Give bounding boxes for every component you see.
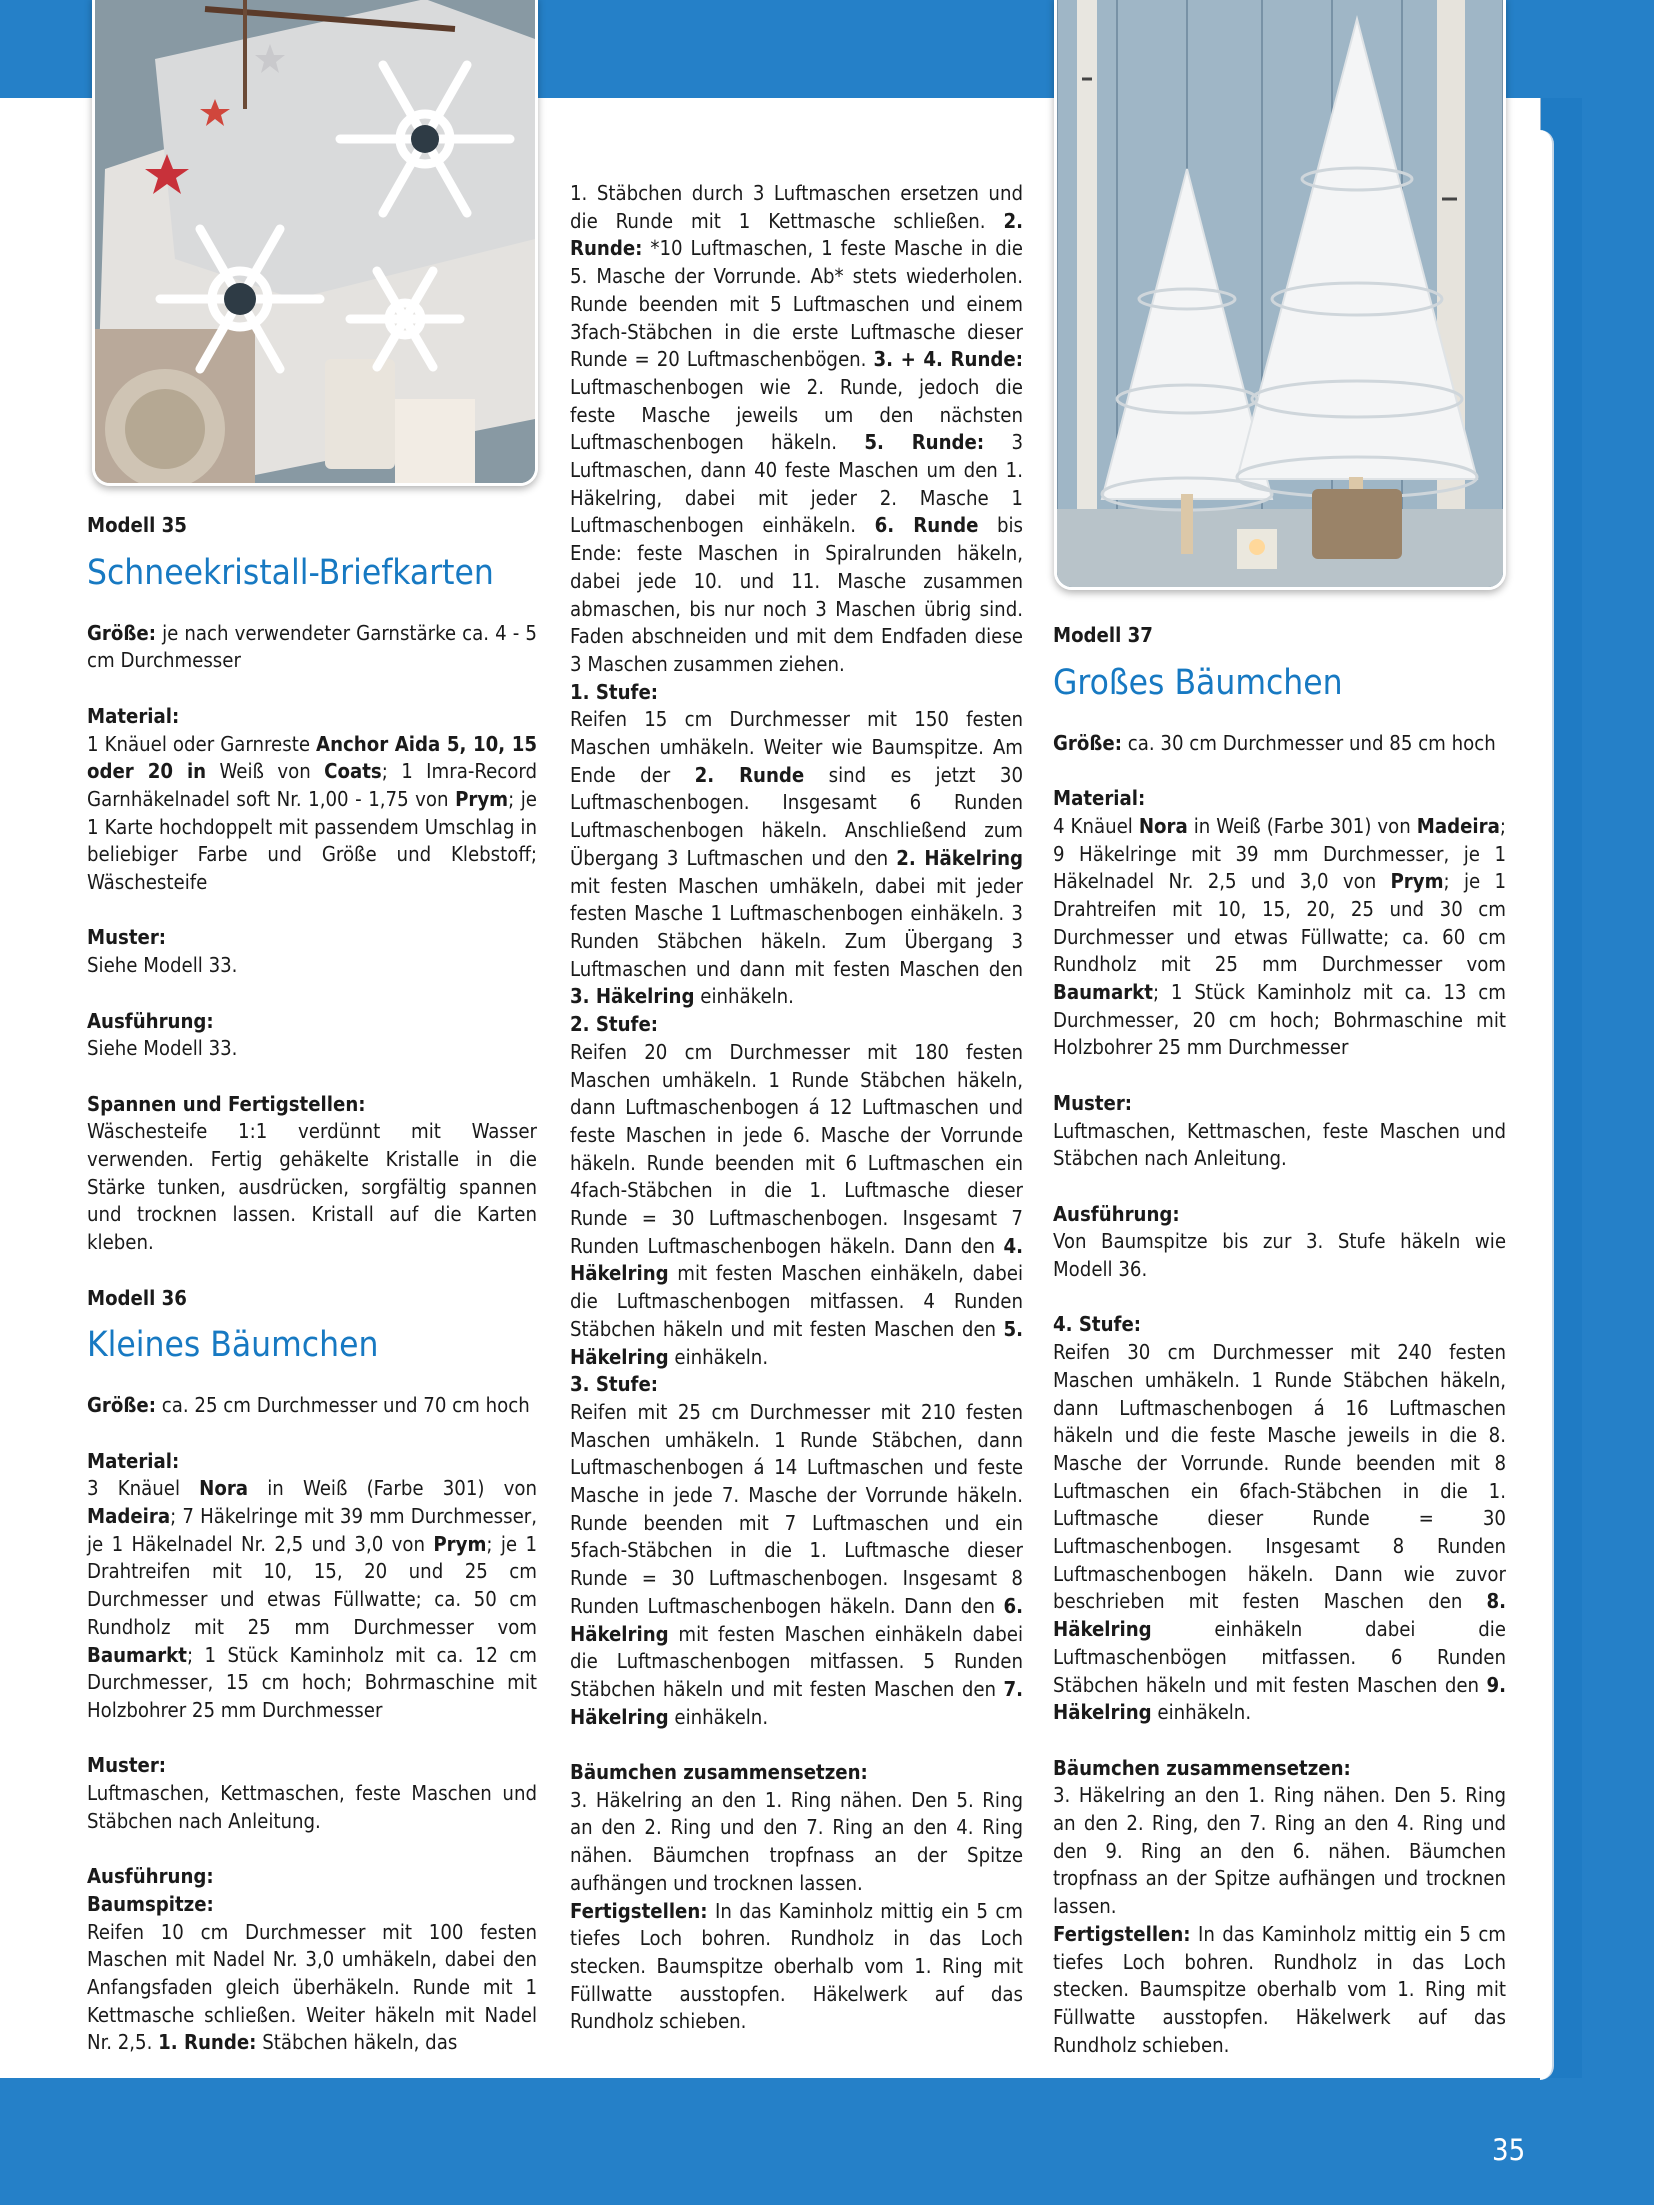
muster-heading: Muster: xyxy=(1053,1090,1133,1115)
crochet-trees-photo xyxy=(1054,0,1506,590)
snowflake-cards-photo xyxy=(92,0,538,486)
model-37-zusammensetzen: 3. Häkelring an den 1. Ring nähen. Den 5. Ring an den 2. Ring, den 7. Ring an den 4. Ring und den 9. Ring an den 6. nähen. Bäumchen tropfnass an der Spitze aufhängen und trocknen lassen. xyxy=(1053,1783,1506,1919)
model-36-stufe-2: Reifen 20 cm Durchmesser mit 180 festen Maschen umhäkeln. 1 Runde Stäbchen häkeln, dann Luftmaschenbogen á 12 Luftmaschen und feste Maschen in jede 6. Masche der Vorrunde häkeln. Runde beenden mit 6 Luftmaschen ein 4fach-Stäbchen in die 1. Luftmasche dieser Runde = 30 Luftmaschenbogen. Insgesamt 7 Runden Luftmaschenbogen häkeln. Dann den 4. Häkelring mit festen Maschen einhäkeln, dabei die Luftmaschenbogen mitfassen. 4 Runden Stäbchen häkeln und mit festen Maschen den 5. Häkelring einhäkeln. xyxy=(570,1039,1023,1369)
model-36-baumspitze-part1: Reifen 10 cm Durchmesser mit 100 festen Maschen mit Nadel Nr. 3,0 umhäkeln, dabei den Anfangsfaden gleich überhäkeln. Runde mit 1 Kettmasche schließen. Weiter häkeln mit Nadel Nr. 2,5. 1. Runde: Stäbchen häkeln, das xyxy=(87,1919,537,2055)
model-37-stufe-4: Reifen 30 cm Durchmesser mit 240 festen Maschen umhäkeln. 1 Runde Stäbchen häkeln, dann Luftmaschenbogen á 16 Luftmaschen häkeln und die feste Masche jeweils in die 8. Masche der Vorrunde. Runde beenden mit 8 Luftmaschen ein 6fach-Stäbchen in die 1. Luftmasche dieser Runde = 30 Luftmaschenbogen. Insgesamt 8 Runden Luftmaschenbogen häkeln. Dann wie zuvor beschrieben mit festen Maschen den 8. Häkelring einhäkeln dabei die Luftmaschenbögen mitfassen. 6 Runden Stäbchen häkeln und mit festen Maschen den 9. Häkelring einhäkeln. xyxy=(1053,1340,1506,1725)
model-36-muster: Luftmaschen, Kettmaschen, feste Maschen und Stäbchen nach Anleitung. xyxy=(87,1781,537,1833)
model-35-ausfuehrung: Siehe Modell 33. xyxy=(87,1036,238,1061)
bottom-blue-bar xyxy=(0,2078,1654,2205)
model-36-zusammensetzen: 3. Häkelring an den 1. Ring nähen. Den 5. Ring an den 2. Ring und den 7. Ring an den 4. Ring nähen. Bäumchen tropfnass an der Spitze aufhängen und trocknen lassen. xyxy=(570,1787,1023,1895)
size-text: je nach verwendeter Garnstärke ca. 4 - 5 cm Durchmesser xyxy=(87,620,537,673)
page-number: 35 xyxy=(1492,2133,1526,2167)
model-37-size: Größe: ca. 30 cm Durchmesser und 85 cm hoch xyxy=(1053,730,1496,755)
stufe-1-heading: 1. Stufe: xyxy=(570,679,659,704)
model-37-material: 4 Knäuel Nora in Weiß (Farbe 301) von Madeira; 9 Häkelringe mit 39 mm Durchmesser, je 1 Häkelnadel Nr. 2,5 und 3,0 von Prym; je 1 Drahtreifen mit 10, 15, 20, 25 und 30 cm Durchmesser und etwas Füllwatte; ca. 60 cm Rundholz mit 25 mm Durchmesser vom Baumarkt; 1 Stück Kaminholz mit ca. 13 cm Durchmesser, 20 cm hoch; Bohrmaschine mit Holzbohrer 25 mm Durchmesser xyxy=(1053,813,1506,1060)
model-36-material: 3 Knäuel Nora in Weiß (Farbe 301) von Madeira; 7 Häkelringe mit 39 mm Durchmesser, je 1 Häkelnadel Nr. 2,5 und 3,0 von Prym; je 1 Drahtreifen mit 10, 15, 20 und 25 cm Durchmesser und etwas Füllwatte; ca. 50 cm Rundholz mit 25 mm Durchmesser vom Baumarkt; 1 Stück Kaminholz mit ca. 12 cm Durchmesser, 15 cm hoch; Bohrmaschine mit Holzbohrer 25 mm Durchmesser xyxy=(87,1476,538,1722)
panel-edge xyxy=(1540,130,1554,2080)
ausfuehrung-heading: Ausführung: xyxy=(87,1864,214,1889)
model-36-size: Größe: ca. 25 cm Durchmesser und 70 cm hoch xyxy=(87,1393,530,1418)
model-36-stufe-3: Reifen mit 25 cm Durchmesser mit 210 festen Maschen umhäkeln. 1 Runde Stäbchen, dann Luftmaschenbogen á 14 Luftmaschen und feste Masche in jede 7. Masche der Vorrunde häkeln. Runde beenden mit 7 Luftmaschen und ein 5fach-Stäbchen in die 1. Luftmasche dieser Runde = 30 Luftmaschenbogen. Insgesamt 8 Runden Luftmaschenbogen häkeln. Dann den 6. Häkelring mit festen Maschen einhäkeln dabei die Luftmaschenbogen mitfassen. 5 Runden Stäbchen häkeln und mit festen Maschen den 7. Häkelring einhäkeln. xyxy=(570,1399,1023,1729)
model-37-label: Modell 37 xyxy=(1053,623,1153,647)
model-36-baumspitze-part2: 1. Stäbchen durch 3 Luftmaschen ersetzen und die Runde mit 1 Kettmasche schließen. 2. Runde: *10 Luftmaschen, 1 feste Masche in die 5. Masche der Vorrunde. Ab* stets wiederholen. Runde beenden mit 5 Luftmaschen und einem 3fach-Stäbchen in die erste Luftmasche dieser Runde = 20 Luftmaschenbögen. 3. + 4. Runde: Luftmaschenbogen wie 2. Runde, jedoch die feste Masche jeweils um den nächsten Luftmaschenbogen häkeln. 5. Runde: 3 Luftmaschen, dann 40 feste Maschen um den 1. Häkelring, dabei mit jeder 2. Masche 1 Luftmaschenbogen einhäkeln. 6. Runde bis Ende: feste Maschen in Spiralrunden häkeln, dabei jede 10. und 11. Masche zusammen abmaschen, bis nur noch 3 Maschen übrig sind. Faden abschneiden und mit dem Endfaden diese 3 Maschen zusammen ziehen. xyxy=(570,181,1024,676)
model-37-fertigstellen: Fertigstellen: In das Kaminholz mittig ein 5 cm tiefes Loch bohren. Rundholz in das Loch stecken. Baumspitze oberhalb vom 1. Ring mit Füllwatte ausstopfen. Häkelwerk auf das Rundholz schieben. xyxy=(1053,1921,1506,2057)
zusammensetzen-heading: Bäumchen zusammensetzen: xyxy=(1053,1755,1351,1780)
ausfuehrung-heading: Ausführung: xyxy=(1053,1201,1180,1226)
model-35-title: Schneekristall-Briefkarten xyxy=(87,552,494,593)
model-36-stufe-1: Reifen 15 cm Durchmesser mit 150 festen Maschen umhäkeln. Weiter wie Baumspitze. Am Ende der 2. Runde sind es jetzt 30 Luftmaschenbogen. Insgesamt 6 Runden Luftmaschenbogen häkeln. Anschließend zum Übergang 3 Luftmaschen und den 2. Häkelring mit festen Maschen umhäkeln, dabei mit jeder festen Masche 1 Luftmaschenbogen einhäkeln. 3 Runden Stäbchen häkeln. Zum Übergang 3 Luftmaschen und dann mit festen Maschen den 3. Häkelring einhäkeln. xyxy=(570,707,1024,1009)
muster-heading: Muster: xyxy=(87,1753,167,1778)
stufe-4-heading: 4. Stufe: xyxy=(1053,1312,1142,1337)
model-37-title: Großes Bäumchen xyxy=(1053,662,1343,703)
stufe-2-heading: 2. Stufe: xyxy=(570,1012,659,1037)
column-1 xyxy=(87,512,537,2057)
model-36-title: Kleines Bäumchen xyxy=(87,1325,379,1366)
trees-photo-illustration xyxy=(1057,0,1503,587)
model-37-muster: Luftmaschen, Kettmaschen, feste Maschen und Stäbchen nach Anleitung. xyxy=(1053,1118,1506,1171)
material-heading: Material: xyxy=(1053,786,1146,811)
material-heading: Material: xyxy=(87,703,180,728)
model-35-muster: Siehe Modell 33. xyxy=(87,953,238,978)
size-label: Größe: xyxy=(87,620,156,645)
model-35-label: Modell 35 xyxy=(87,513,187,537)
stufe-3-heading: 3. Stufe: xyxy=(570,1372,659,1397)
model-36-label: Modell 36 xyxy=(87,1285,187,1310)
baumspitze-heading: Baumspitze: xyxy=(87,1891,214,1916)
muster-heading: Muster: xyxy=(87,925,167,950)
right-blue-bar xyxy=(1582,0,1654,2205)
spannen-heading: Spannen und Fertigstellen: xyxy=(87,1091,366,1116)
model-35-spannen: Wäschesteife 1:1 verdünnt mit Wasser verwenden. Fertig gehäkelte Kristalle in die Stärke tunken, ausdrücken, sorgfältig spannen und trocknen lassen. Kristall auf die Karten kleben. xyxy=(87,1119,537,1255)
snowflake-photo-illustration xyxy=(95,0,535,483)
model-35-size xyxy=(87,620,537,675)
model-37-ausfuehrung: Von Baumspitze bis zur 3. Stufe häkeln wie Modell 36. xyxy=(1053,1229,1506,1282)
model-36-fertigstellen: Fertigstellen: In das Kaminholz mittig ein 5 cm tiefes Loch bohren. Rundholz in das Loch stecken. Baumspitze oberhalb vom 1. Ring mit Füllwatte ausstopfen. Häkelwerk auf das Rundholz schieben. xyxy=(570,1898,1023,2034)
ausfuehrung-heading: Ausführung: xyxy=(87,1008,214,1033)
model-35-material: 1 Knäuel oder Garnreste Anchor Aida 5, 10, 15 oder 20 in Weiß von Coats; 1 Imra-Record Garnhäkelnadel soft Nr. 1,00 - 1,75 von Prym; je 1 Karte hochdoppelt mit passendem Umschlag in beliebiger Farbe und Größe und Klebstoff; Wäschesteife xyxy=(87,731,537,895)
column-2 xyxy=(570,180,1023,2036)
column-3 xyxy=(1053,622,1506,2059)
material-heading: Material: xyxy=(87,1448,180,1473)
zusammensetzen-heading: Bäumchen zusammensetzen: xyxy=(570,1760,868,1785)
